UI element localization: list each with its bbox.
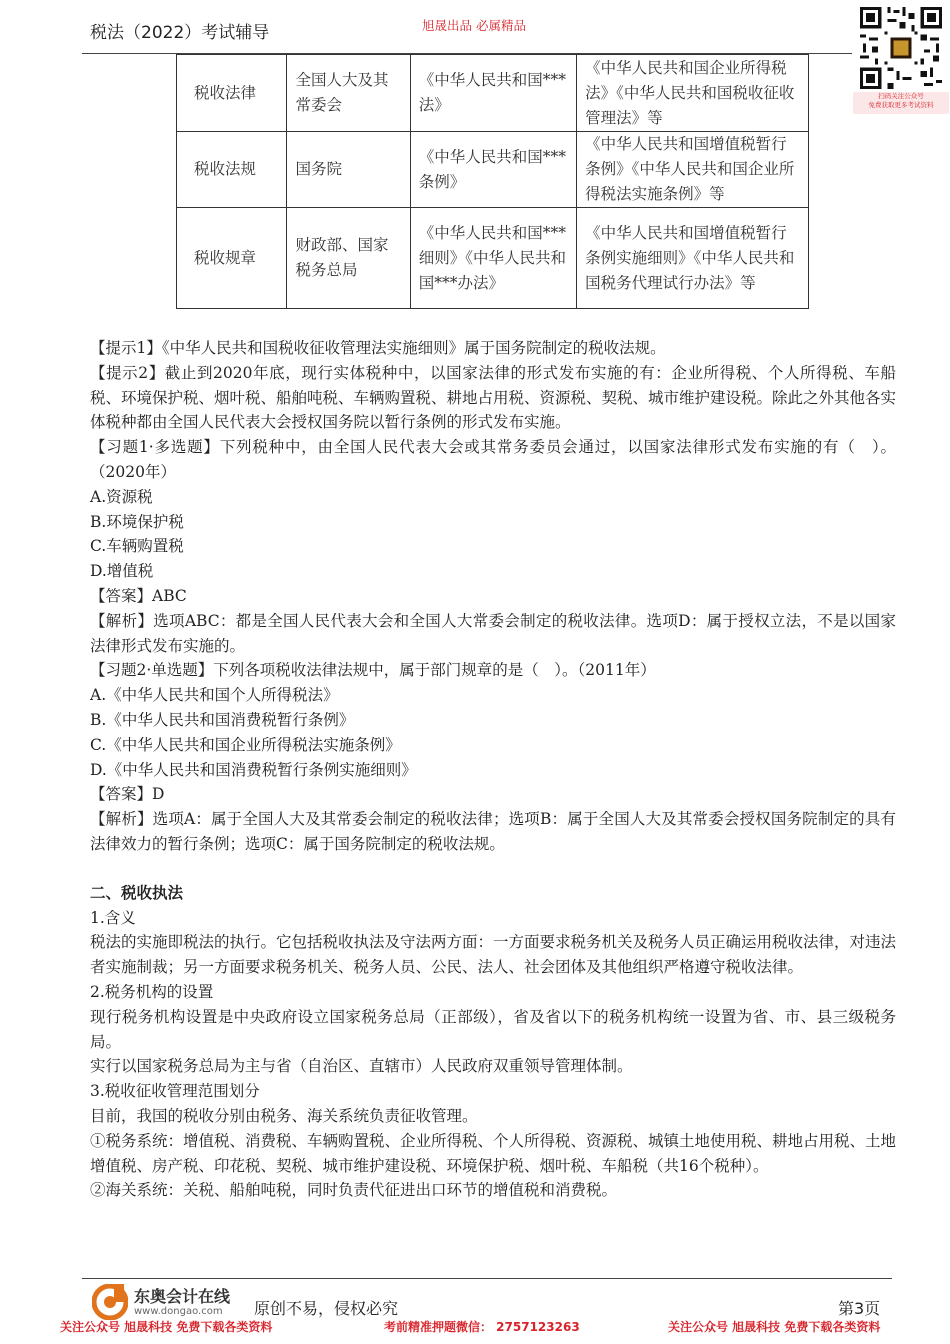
dongao-logo-icon [92, 1284, 128, 1320]
question-2-answer: 【答案】D [90, 785, 165, 804]
table-cell-form: 《中华人民共和国***法》 [410, 55, 576, 132]
qr-caption [853, 92, 949, 114]
table-cell-issuer: 国务院 [287, 132, 410, 208]
table-cell-issuer: 财政部、国家税务总局 [287, 208, 410, 309]
question-2-option-b: B.《中华人民共和国消费税暂行条例》 [90, 710, 355, 729]
subsection-3-title: 3.税收征收管理范围划分 [90, 1082, 260, 1101]
main-content [90, 336, 896, 1203]
question-1-option-a: A.资源税 [90, 487, 153, 506]
footer-promo-left: 关注公众号 旭晟科技 免费下载各类资料 [60, 1320, 273, 1334]
table-row [177, 55, 809, 132]
question-2-analysis: 【解析】选项A：属于全国人大及其常委会制定的税收法律；选项B：属于全国人大及其常委会授权国务院制定的具有法律效力的暂行条例；选项C：属于国务院制定的税收法规。 [90, 810, 896, 853]
question-1-option-c: C.车辆购置税 [90, 537, 184, 556]
table-cell-type: 税收法规 [177, 132, 287, 208]
table-row [177, 208, 809, 309]
table-cell-issuer: 全国人大及其常委会 [287, 55, 410, 132]
section-heading: 二、税收执法 [90, 883, 184, 902]
question-1-stem: 【习题1·多选题】下列税种中，由全国人民代表大会或其常务委员会通过，以国家法律形式发布实施的有（ ）。（2020年） [90, 438, 896, 481]
page-header [0, 0, 950, 54]
footer-promo-middle: 考前精准押题微信： 2757123263 [384, 1320, 580, 1334]
footer-promo-right: 关注公众号 旭晟科技 免费下载各类资料 [668, 1320, 881, 1334]
question-1-answer: 【答案】ABC [90, 586, 187, 605]
subsection-3-text-2: ①税务系统：增值税、消费税、车辆购置税、企业所得税、个人所得税、资源税、城镇土地使用税、耕地占用税、土地增值税、房产税、印花税、契税、城市维护建设税、环境保护税、烟叶税、车船税（共16个税种）。 [90, 1131, 897, 1175]
subsection-2-text-2: 实行以国家税务总局为主与省（自治区、直辖市）人民政府双重领导管理体制。 [90, 1057, 633, 1076]
dongao-logo [92, 1282, 242, 1322]
subsection-1-text: 税法的实施即税法的执行。它包括税收执法及守法两方面：一方面要求税务机关及税务人员正确运用税收法律，对违法者实施制裁；另一方面要求税务机关、税务人员、公民、法人、社会团体及其他组织严格遵守税收法律。 [90, 933, 897, 977]
qr-caption-line2: 免费获取更多考试资料 [868, 101, 934, 109]
tip-1: 【提示1】《中华人民共和国税收征收管理法实施细则》属于国务院制定的税收法规。 [90, 339, 666, 357]
question-1-option-b: B.环境保护税 [90, 512, 184, 531]
table-cell-examples: 《中华人民共和国增值税暂行条例实施细则》《中华人民共和国税务代理试行办法》等 [577, 208, 809, 309]
subsection-3-text-1: 目前，我国的税收分别由税务、海关系统负责征收管理。 [90, 1106, 478, 1125]
logo-text: 东奥会计在线 [134, 1287, 231, 1306]
footer-motto: 原创不易，侵权必究 [254, 1299, 399, 1318]
header-slogan: 旭晟出品 必属精品 [422, 18, 526, 33]
header-title: 税法（2022）考试辅导 [90, 23, 270, 43]
subsection-3-text-3: ②海关系统：关税、船舶吨税，同时负责代征进出口环节的增值税和消费税。 [90, 1181, 618, 1200]
page-number: 第3页 [838, 1299, 881, 1318]
qr-caption-line1: 扫码关注公众号 [878, 92, 924, 100]
table-cell-examples: 《中华人民共和国增值税暂行条例》《中华人民共和国企业所得税法实施条例》等 [577, 132, 809, 208]
question-2-option-a: A.《中华人民共和国个人所得税法》 [90, 686, 339, 705]
tax-law-table [176, 54, 809, 309]
logo-url: www.dongao.com [134, 1306, 223, 1317]
table-cell-examples: 《中华人民共和国企业所得税法》《中华人民共和国税收征收管理法》等 [577, 55, 809, 132]
footer-divider [82, 1278, 892, 1279]
subsection-2-text-1: 现行税务机构设置是中央政府设立国家税务总局（正部级），省及省以下的税务机构统一设置为省、市、县三级税务局。 [90, 1007, 896, 1051]
table-row [177, 132, 809, 208]
subsection-2-title: 2.税务机构的设置 [90, 982, 214, 1001]
question-1-option-d: D.增值税 [90, 562, 154, 581]
question-2-option-c: C.《中华人民共和国企业所得税法实施条例》 [90, 735, 401, 754]
spacer [90, 857, 896, 881]
question-2-stem: 【习题2·单选题】下列各项税收法律法规中，属于部门规章的是（ ）。（2011年） [90, 661, 656, 680]
question-2-option-d: D.《中华人民共和国消费税暂行条例实施细则》 [90, 760, 417, 779]
qr-code-icon [856, 4, 946, 92]
table-cell-type: 税收法律 [177, 55, 287, 132]
table-cell-type: 税收规章 [177, 208, 287, 309]
tip-2: 【提示2】截止到2020年底，现行实体税种中，以国家法律的形式发布实施的有：企业所得税、个人所得税、车船税、环境保护税、烟叶税、船舶吨税、车辆购置税、耕地占用税、资源税、契税、城市维护建设税。除此之外其他各实体税种都由全国人民代表大会授权国务院以暂行条例的形式发布实施。 [90, 363, 897, 432]
table-cell-form: 《中华人民共和国***细则》《中华人民共和国***办法》 [410, 208, 576, 309]
question-1-analysis: 【解析】选项ABC：都是全国人民代表大会和全国人大常委会制定的税收法律。选项D：属于授权立法，不是以国家法律形式发布实施的。 [90, 611, 896, 655]
table-cell-form: 《中华人民共和国***条例》 [410, 132, 576, 208]
subsection-1-title: 1.含义 [90, 908, 136, 927]
